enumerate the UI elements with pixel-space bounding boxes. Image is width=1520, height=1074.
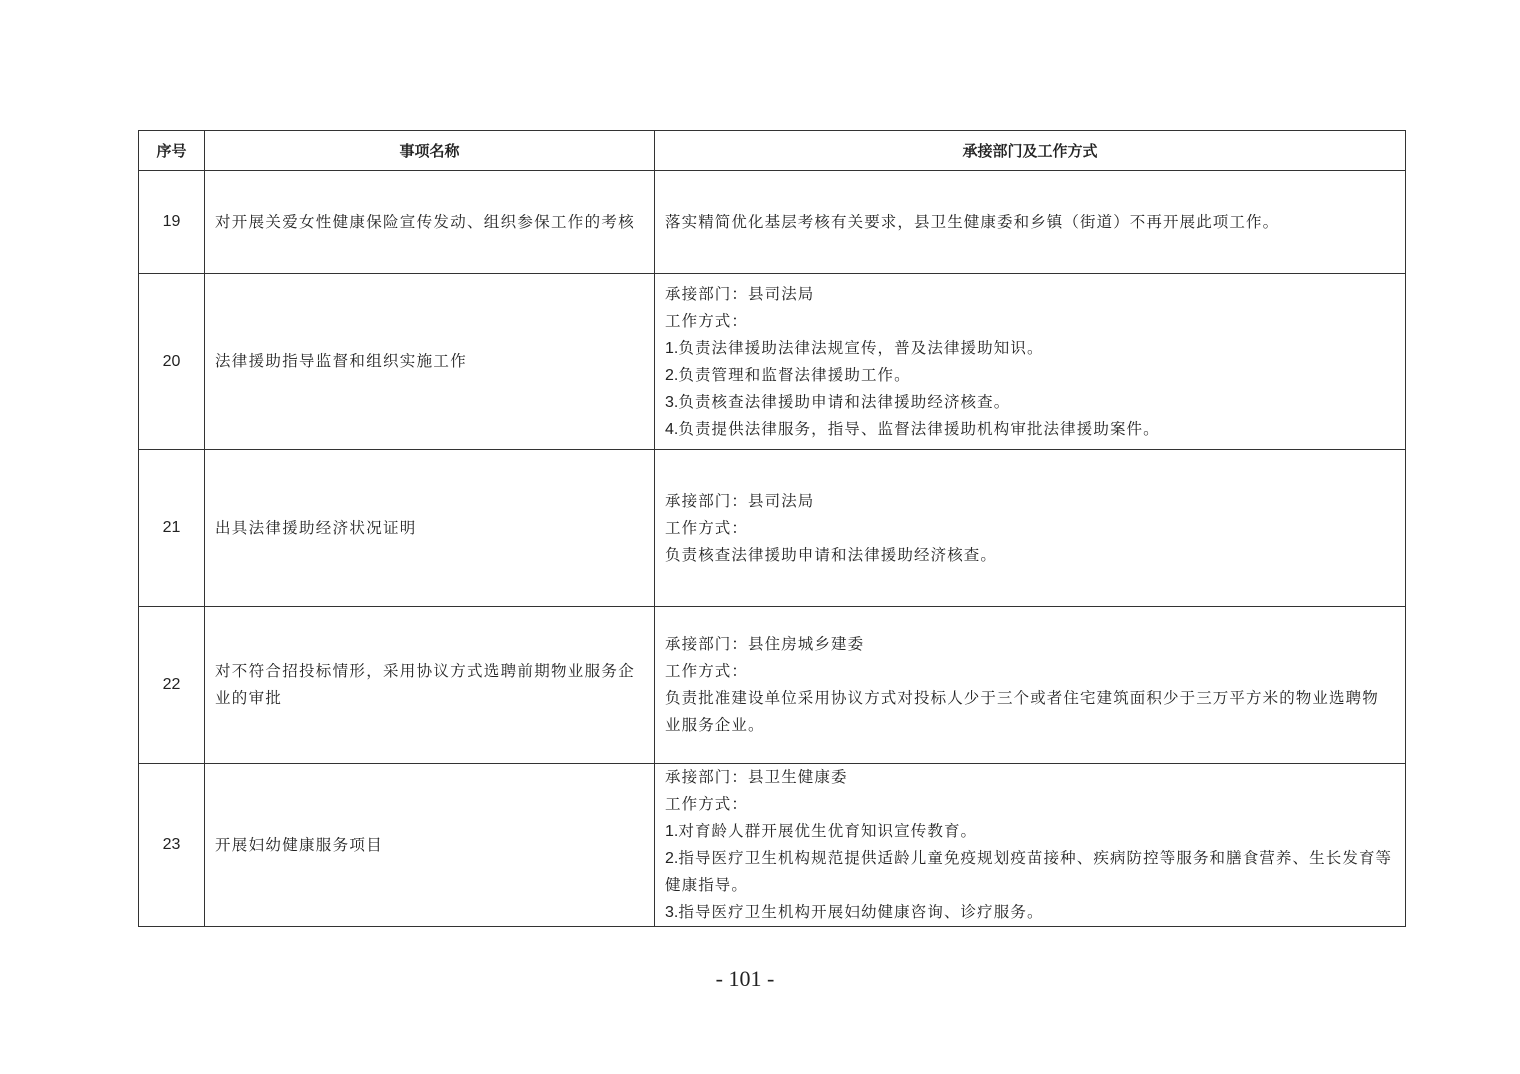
method-line: 1.对育龄人群开展优生优育知识宣传教育。 [665,822,978,840]
method-line: 落实精简优化基层考核有关要求，县卫生健康委和乡镇（街道）不再开展此项工作。 [665,212,1280,231]
method-line: 1.负责法律援助法律法规宣传，普及法律援助知识。 [665,338,1044,357]
method-line: 工作方式： [665,795,749,813]
department-method [655,171,1406,274]
table-row [139,607,1406,764]
row-number: 20 [139,274,205,450]
method-line: 负责批准建设单位采用协议方式对投标人少于三个或者住宅建筑面积少于三万平方米的物业选聘物业服务企业。 [665,689,1379,734]
department-method [655,450,1406,607]
method-line: 负责核查法律援助申请和法律援助经济核查。 [665,545,998,564]
department-method [655,764,1406,927]
item-name: 对开展关爱女性健康保险宣传发动、组织参保工作的考核 [205,171,655,274]
method-line: 承接部门：县住房城乡建委 [665,635,865,653]
method-line: 3.指导医疗卫生机构开展妇幼健康咨询、诊疗服务。 [665,903,1044,921]
items-table [138,130,1406,927]
method-line: 3.负责核查法律援助申请和法律援助经济核查。 [665,392,1011,411]
method-line: 工作方式： [665,662,749,680]
header-no: 序号 [139,131,205,171]
method-line: 工作方式： [665,311,749,330]
item-name: 法律援助指导监督和组织实施工作 [205,274,655,450]
table-header-row [139,131,1406,171]
table-row [139,274,1406,450]
method-line: 工作方式： [665,518,749,537]
method-line: 4.负责提供法律服务，指导、监督法律援助机构审批法律援助案件。 [665,419,1160,438]
row-number: 21 [139,450,205,607]
header-method: 承接部门及工作方式 [655,131,1406,171]
method-line: 承接部门：县司法局 [665,491,815,510]
page-number: - 101 - [715,966,775,991]
department-method [655,274,1406,450]
table-row [139,764,1406,927]
item-name: 开展妇幼健康服务项目 [205,764,655,927]
item-name: 对不符合招投标情形，采用协议方式选聘前期物业服务企业的审批 [205,607,655,764]
table-row [139,450,1406,607]
method-line: 承接部门：县卫生健康委 [665,768,848,786]
department-method [655,607,1406,764]
header-name: 事项名称 [205,131,655,171]
row-number: 23 [139,764,205,927]
item-name: 出具法律援助经济状况证明 [205,450,655,607]
table-row [139,171,1406,274]
row-number: 22 [139,607,205,764]
method-line: 承接部门：县司法局 [665,284,815,303]
method-line: 2.指导医疗卫生机构规范提供适龄儿童免疫规划疫苗接种、疾病防控等服务和膳食营养、生长发育等健康指导。 [665,849,1393,894]
row-number: 19 [139,171,205,274]
method-line: 2.负责管理和监督法律援助工作。 [665,365,911,384]
